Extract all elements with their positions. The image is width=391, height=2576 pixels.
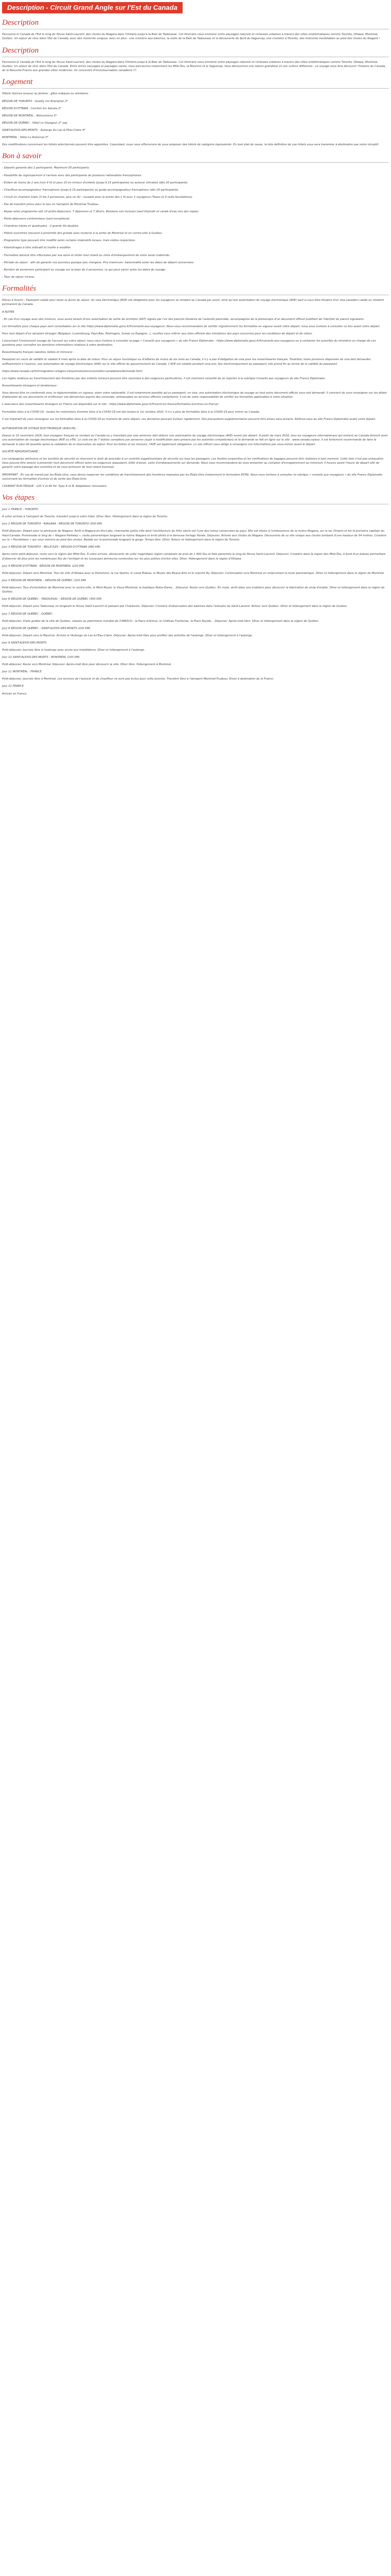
section-heading: Vos étapes (2, 494, 389, 504)
section-paragraph: Pièces à fournir : Passeport valide pour toute la durée du séjour. Un visa électronique (AVE) est obligatoire pour les voyageurs se rendant au Canada par avion, ainsi qu'une autorisation de voyage électronique (AVE) sauf si vous êtes titulaire d'un visa canadien valide ou résident permanent du Canada. (2, 299, 384, 307)
section (2, 284, 389, 421)
section-paragraph: Jour 11 MONTRÉAL - FRANCE (2, 670, 42, 674)
section-paragraph: Jour 9 SAINT-ALEXIS-DES-MONTS (2, 641, 47, 645)
section-paragraph: - Hôtels excentrés (souvent à proximité des grands axes routiers) à la sortie de Montréal et en centre-ville à Québec. (2, 232, 163, 235)
section-paragraph: - Repas selon programme soit 10 petits-déjeuners, 7 déjeuners et 7 dîners. Boissons non incluses (sauf thé/café et carafe d'eau lors des repas). (2, 210, 199, 213)
section-paragraph: - Enfant de moins de 2 ans (non 4 lit et pour 10 en mineur d'enfant) (jusqu'à 15 participants) ou autocar climatisé (dès 20 participants). (2, 181, 189, 184)
section-paragraph: Les règles relatives au franchissement des frontières par des enfants mineurs peuvent être soumises à des exigences particulières. Il est vivement conseillé de se reporter à la rubrique Conseils aux voyageurs du site France Diplomatie. (2, 377, 326, 380)
section-paragraph: Jour 7 RÉGION DE QUÉBEC - QUÉBEC (2, 612, 53, 616)
section-paragraph: Jour 6 RÉGION DE QUÉBEC - TADOUSSAC - RÉGION DE QUÉBEC (450 KM) (2, 598, 102, 601)
section-paragraph: RÉGION DE QUÉBEC : Hôtel Le Voyageur 2* sup (2, 121, 68, 125)
section-paragraph: - En cas d'un voyage avec des mineurs, vous aurez besoin d'une autorisation de sortie du territoire (AST) signée par l'un des parents titulaires de l'autorité parentale, accompagnée de la photocopie d'un document officiel justifiant de l'identité du parent signataire. (2, 317, 365, 321)
section (2, 152, 389, 279)
section-paragraph: Pour tout départ d'un aéroport étranger (Belgique, Luxembourg, Pays-Bas, Allemagne, Suisse ou Espagne...), veuillez vous référer aux sites officiels des ministères des pays concernés pour les conditions de départ et de retour. (2, 332, 313, 335)
section-paragraph: Ressortissants français (adultes, bébés et mineurs) : (2, 351, 74, 354)
section-paragraph: RÉGION D'OTTAWA : Comfort Inn Kanata 2* (2, 107, 61, 110)
section-paragraph: Petit-déjeuner. Tour d'orientation de Montréal avec le centre-ville, le Mont-Royal, le Vieux-Montréal, la basilique Notre-Dame... Déjeuner. Route vers Québec. En route, arrêt dans une érablière pour découvrir la fabrication du sirop d'érable. Dîner et hébergement dans la région de Québec. (2, 586, 385, 594)
section-paragraph: Passeport en cours de validité et valable 6 mois après la date de retour. Pour un séjour touristique ou d'affaires de moins de six mois au Canada, il n'y a pas d'obligation de visa pour les ressortissants français. Toutefois, toute personne dispensée de visa doit demander, suffisamment à l'avance, une autorisation de voyage électronique (AVE) sur le site officiel du gouvernement du Canada. L'AVE est valable pendant cinq ans, liée électroniquement au passeport, elle prend fin au terme de la validité du passeport. (2, 358, 371, 366)
section-paragraph: - Chambres triples et quadruples : 2 grands lits doubles. (2, 225, 79, 228)
section-paragraph: Depuis le 10 novembre 2016, tout voyageur français se rendant au Canada ou y transitant par voie aérienne doit obtenir une autorisation de voyage électronique (AVE) avant son départ. À partir de mars 2016, tous les voyageurs internationaux qui entrent au Canada doivent avoir une autorisation de voyage électronique (AVE ou eTA). Le coût est de 7 dollars canadiens par personne (sujet à modification sans préavis par les autorités compétentes) et la demande se fait en ligne sur le site : www.canada.ca/ave. Il est fortement recommandé de faire la demande le plus tôt possible après la validation de la réservation du séjour. Pour les bébés et les mineurs, l'AVE est également obligatoire. Le site officiel vous oblige à renseigner ces informations par vous-même avant le départ. (2, 434, 388, 446)
section-paragraph: - Pas de transfert prévu pour le tour et l'aéroport de Montréal Trudeau. (2, 202, 100, 206)
section-paragraph: - Formalités doivent être effectuées par vos soins et éviter tout retard ou refus d'embarquement de votre avion inattendu. (2, 253, 171, 257)
section-paragraph: Les compagnies aériennes et les sociétés de sécurité se réservent le droit de procéder à un contrôle supplémentaire de sécurité sur tous les passagers. Les fouilles corporelles et les vérifications de bagages peuvent être réalisées à tout moment. Cette liste n'est pas exhaustive. Vous pouvez être amené à présenter tout document officiel selon les exigences (passeport, billet d'avion, carte d'embarquement) sur demande. Nous vous recommandons de vous présenter au comptoir d'enregistrement au minimum 3 heures avant l'heure de départ afin de garantir votre passage des contrôles et de vous prémunir de tout retard éventuel. (2, 457, 384, 469)
section-paragraph: - Période du séjour : afin de garantir vos journées quelque peu chargées. Prix maximum: Saisonnalité selon les dates de départ concernées. (2, 261, 194, 264)
section-heading: Formalités (2, 284, 389, 295)
section-paragraph: Concernant l'événement voyage de l'accueil sur votre séjour, nous vous invitons à consulter la page « Conseils aux voyageurs » du site France Diplomatie : https://www.diplomatie.gouv.fr/fr/conseils-aux-voyageurs ou à contacter les autorités du ministère en charge de ces questions pour connaître les dernières informations relatives à votre destination. (2, 339, 376, 347)
section-paragraph: Jour 4 RÉGION D'OTTAWA - RÉGION DE MONTRÉAL (220 KM) (2, 564, 85, 568)
section-paragraph: Jour 5 RÉGION DE MONTRÉAL - RÉGION DE QUÉBEC (325 KM) (2, 579, 86, 582)
section-paragraph: SAINT-ALEXIS-DES-MONTS : Auberge Du Lac-à-l'Eau-Claire 4* (2, 128, 86, 132)
main-content (2, 15, 389, 701)
section-paragraph: Arrivée en France. (2, 692, 27, 696)
section-paragraph: Jour 10 SAINT-ALEXIS-DES-MONTS - MONTRÉAL (150 KM) (2, 656, 80, 659)
section-paragraph: A NOTER (2, 310, 14, 314)
section (2, 46, 389, 73)
section-paragraph: - Circuit en chambre triple (3 lits 2 personnes, plus un lit) - excepté pour la soirée des 1 lit avec 2 voyageurs (Taxes et 4 nuits facultatives). (2, 195, 193, 199)
section-paragraph: - Départs garantis dès 2 participants. Maximum 50 participants. (2, 166, 90, 170)
section-heading: Logement (2, 78, 389, 89)
section (2, 427, 389, 488)
section-paragraph: Petit-déjeuner. Départ vers Montréal. Tour de ville d'Ottawa avec le Parlement, la rue Sparks, le canal Rideau, le Musée des Beaux-Arts et le marché By. Déjeuner. Continuation vers Montréal en empruntant la route panoramique. Dîner et hébergement dans la région de Montréal. (2, 571, 385, 575)
section-paragraph: Des modifications concernant les hôtels sélectionnés peuvent être apportées. Cependant, nous nous efforcerons de vous proposer des hôtels de catégorie équivalente. En tout état de cause, la liste définitive de vos hôtels vous sera transmise à destination par notre réceptif. (2, 143, 379, 147)
section-paragraph: - Kilométrages à titre indicatif et inutile à modifier. (2, 246, 72, 250)
section-paragraph: Jour 2 RÉGION DE TORONTO - NIAGARA - RÉGION DE TORONTO (300 KM) (2, 522, 102, 526)
section-paragraph: Petit-déjeuner. Journée libre à Montréal. Les services de l'autocar et du chauffeur ne sont pas inclus pour cette journée. Transfert libre à l'aéroport Montréal-Trudeau. Envol à destination de la France. (2, 677, 274, 681)
section-paragraph: RÉGION DE MONTRÉAL : Welcominns 3* (2, 114, 57, 117)
section-paragraph: IMPORTANT : En cas de transit par les États-Unis, vous devez respecter les conditions de franchissement des frontières imposées par les États-Unis (notamment le formulaire ESTA). Nous vous invitons à consulter la rubrique « conseils aux voyageurs » du site France Diplomatie concernant les formalités d'entrée et de sortie des États-Unis. (2, 473, 383, 481)
section-paragraph: MONTRÉAL : Hôtel Le Roberval 3* (2, 136, 48, 140)
section-paragraph: https://www.canada.ca/fr/immigration-refugies-citoyennete/services/visiter-canada/ave/demande.html (2, 369, 142, 373)
section-paragraph: Les formalités pour chaque pays sont consultables sur le site https://www.diplomatie.gouv.fr/fr/conseils-aux-voyageurs. Nous vous recommandons de vérifier régulièrement les formalités en vigueur avant votre départ, nous vous invitons à consulter ce lien avant votre départ. (2, 325, 381, 328)
section-paragraph: - Chauffeur-accompagnateur francophone (jusqu'à 19 participants) ou guide-accompagnateur francophone (dès 20 participants). (2, 188, 180, 192)
section-paragraph: Jour 1 FRANCE - TORONTO (2, 508, 39, 512)
section-paragraph: Petit-déjeuner. Journée libre à l'auberge avec accès aux installations. Dîner et hébergement à l'auberge. (2, 648, 145, 652)
section-paragraph: Jour 8 RÉGION DE QUÉBEC - SAINT-ALEXIS-DES-MONTS (220 KM) (2, 626, 90, 630)
section-paragraph: Jour 3 RÉGION DE TORONTO - MILLE-ÎLES - RÉGION D'OTTAWA (480 KM) (2, 546, 101, 549)
section-paragraph: Petit-déjeuner. Route vers Montréal. Déjeuner. Après-midi libre pour découvrir la ville. Dîner libre. Hébergement à Montréal. (2, 663, 172, 667)
section (2, 78, 389, 147)
section (2, 19, 389, 41)
section-paragraph: Petit-déjeuner. Départ pour Tadoussac en longeant le fleuve Saint-Laurent et passant par Charlevoix. Déjeuner. Croisière d'observation des baleines dans l'estuaire du Saint-Laurent. Retour vers Québec. Dîner et hébergement dans la région de Québec. (2, 605, 348, 608)
section-heading: Description (2, 46, 389, 57)
section-paragraph: Vous devrez être en conformité avec la réglementation en vigueur, selon votre nationalité. Il est notamment possible qu'un passeport, un visa, une autorisation électronique de voyage ou tout autre document officiel vous soit demandé. Il convient de vous renseigner sur les délais d'obtention de ces documents et d'effectuer vos démarches auprès des consulats, ambassades ou services officiels compétents. Il est de votre responsabilité de vérifier les formalités applicables à votre situation. (2, 392, 387, 399)
section-paragraph: - Possibilité de regroupement à l'arrivée avec des participants de plusieurs nationalités francophones. (2, 174, 142, 177)
section-paragraph: À votre arrivée à l'aéroport de Toronto, transfert jusqu'à votre hôtel. Dîner libre. Hébergement dans la région de Toronto. (2, 515, 168, 519)
section-paragraph: Après votre petit-déjeuner, route vers la région des Mille-Îles. À votre arrivée, découverte de cette magnifique région composée de près de 1 800 îles et îlots parsemés le long du fleuve Saint-Laurent. Déjeuner. Croisière dans la région des Mille-Îles, à bord d'un bateau permettant d'observer de plus près les nombreuses îles de l'archipel et les luxueuses demeures construites sur les plus petites d'entre elles. Dîner. Hébergement dans la région d'Ottawa. (2, 553, 386, 561)
section-paragraph: COURANT ÉLECTRIQUE : 120 V et 60 Hz. Type A et B. Adaptateur nécessaire. (2, 484, 108, 488)
section-paragraph: RÉGION DE TORONTO : Quality Inn Brampton 2* (2, 99, 68, 103)
section-paragraph: SOCIÉTÉ AEROPORTUAIRE : (2, 450, 40, 453)
section-paragraph: - Petits-déjeuners continentaux (sauf exceptions). (2, 217, 71, 221)
section-paragraph: Petit-déjeuner. Départ vers la Mauricie. Arrivée à l'Auberge du Lac-à-l'Eau-Claire. Déjeuner. Après-midi libre pour profiter des activités de l'auberge. Dîner et hébergement à l'auberge. (2, 634, 253, 637)
section-heading: Bon à savoir (2, 152, 389, 163)
section-paragraph: Ressortissants étrangers et binationaux : (2, 384, 59, 387)
section-paragraph: Parcourez le Canada de l'Est le long du fleuve Saint-Laurent, des chutes du Niagara dans l'Ontario jusqu'à la Baie de Tadoussac. Cet itinéraire vous emmène entre paysages naturels et richesses urbaines à travers des villes emblématiques comme Toronto, Ottawa, Montréal, Québec. Un séjour de rêve dans l'Est du Canada, avec des moments uniques, avec en plus : une croisière aux baleines, la visite de la Baie de Tadoussac et la découverte du fjord du Saguenay, une croisière à Toronto, des moments inoubliables au pied des chutes du Niagara ! (2, 33, 380, 41)
section-paragraph: Hôtels (termes locaux) au Jérôme - gîtes indiqués ou similaires : (2, 92, 90, 96)
section-paragraph: AUTORISATION DE VOYAGE ÉLECTRONIQUE (AVE/eTA) : (2, 427, 78, 430)
section-paragraph: - Programme type pouvant être modifié selon certains impératifs locaux, mais visites respectées. (2, 239, 136, 243)
section-paragraph: - Nombre de personnes participant au voyage sur la base de 2 personnes, ce qui peut varier selon les dates du voyage. (2, 268, 167, 272)
section (2, 494, 389, 696)
section-heading: Description (2, 19, 389, 29)
section-paragraph: Formalités liées à la COVID-19 : toutes les restrictions d'entrée liées à la COVID-19 ont été levées le 1er octobre 2022. Il n'y a plus de formalités liées à la COVID-19 pour entrer au Canada. (2, 410, 260, 414)
section-paragraph: Petit-déjeuner. Départ pour la péninsule de Niagara. Arrêt à Niagara-on-the-Lake, charmante petite ville dont l'architecture du XIXe siècle est l'une des mieux conservées au pays. Elle est située à l'embouchure de la rivière Niagara, sur le lac Ontario et fut la première capitale du Haut-Canada. Promenade le long de « Niagara Parkway », route panoramique longeant la rivière Niagara et arrêt photo à la fameuse horloge florale. Déjeuner. Arrivée aux chutes du Niagara. Découverte de ce site unique aux chutes tombant d'une hauteur de 54 mètres. Croisière sur le « Hornblower » qui vous mènera au pied des chutes. Balade sur la promenade longeant la gorge. Temps libre. Dîner. Retour et hébergement dans la région de Toronto. (2, 530, 386, 542)
section-paragraph: L'assurance des ressortissants étrangers en France est disponible sur le site : https://www.diplomatie.gouv.fr/fr/venir-en-france/formalites-d-entree-en-france/ (2, 403, 219, 406)
section-paragraph: Jour 12 FRANCE (2, 685, 24, 688)
section-paragraph: - Taxe de séjour incluse. (2, 275, 36, 279)
section-paragraph: Petit-déjeuner. Visite guidée de la ville de Québec, classée au patrimoine mondial de l'UNESCO : la Place d'Armes, le Château Frontenac, la Place Royale... Déjeuner. Après-midi libre. Dîner et hébergement dans la région de Québec. (2, 619, 319, 623)
section-paragraph: Parcourez le Canada de l'Est le long du fleuve Saint-Laurent, des chutes du Niagara dans l'Ontario jusqu'à la Baie de Tadoussac. Cet itinéraire vous emmène entre paysages naturels et richesses urbaines à travers des villes emblématiques comme Toronto, Ottawa, Montréal, Québec. Un séjour de rêve dans l'Est du Canada. Entre terres sauvages et paysages variés, vous parcourrez notamment les Mille-Îles, la Mauricie et le Saguenay. Vous découvrirez une nature grandiose et une culture différente : ce voyage vous fera découvrir l'histoire du Canada, de la Nouvelle-France aux grandes villes modernes. Un concentré d'incontournables canadiens !!! (2, 60, 386, 73)
section-paragraph: Il est impératif de vous renseigner sur les formalités liées à la COVID-19 au moment de votre départ, ces dernières pouvant évoluer rapidement. Des précautions supplémentaires peuvent être prises sans préavis. Référez-vous au site France Diplomatie avant votre départ. (2, 417, 376, 421)
page-title: Description - Circuit Grand Angle sur l'Est du Canada (2, 2, 183, 13)
